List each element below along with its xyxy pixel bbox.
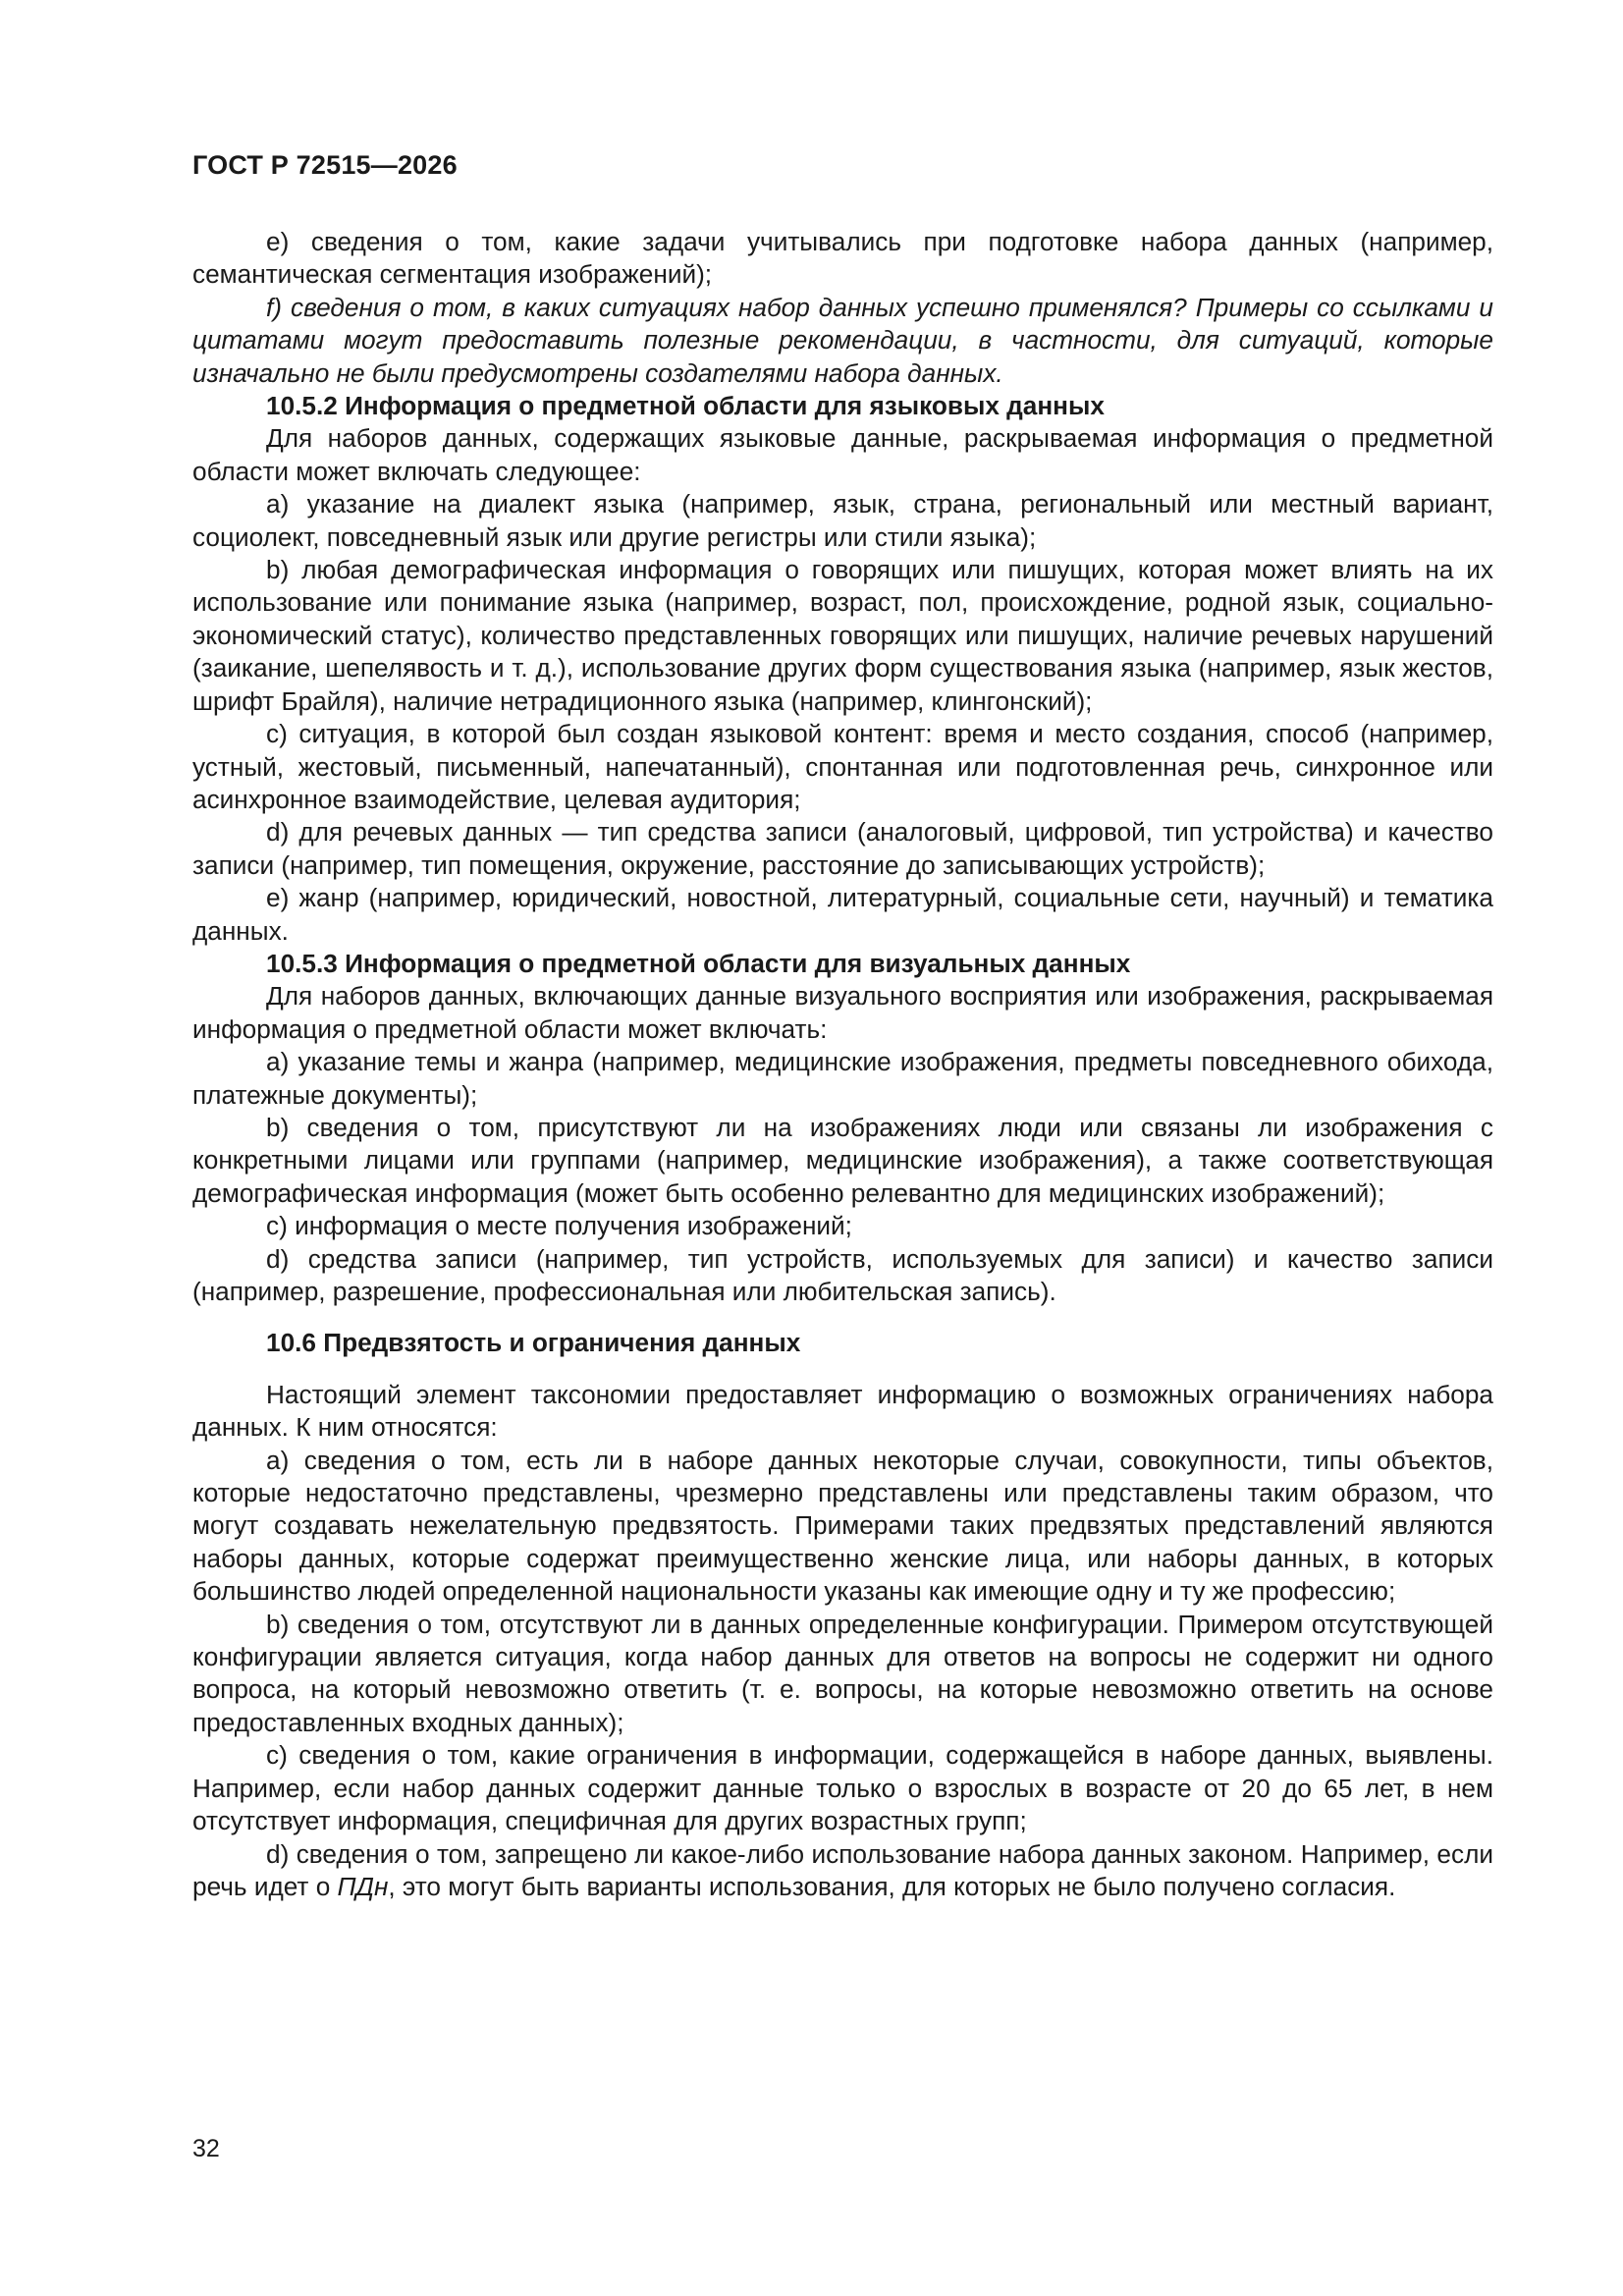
list-item: a) указание темы и жанра (например, медицинские изображения, предметы повседневного обихода, платежные документы); [192, 1047, 1493, 1110]
subsection-heading-10-5-3: 10.5.3 Информация о предметной области для визуальных данных [266, 948, 1131, 978]
paragraph: e) сведения о том, какие задачи учитывались при подготовке набора данных (например, семантическая сегментация изображений); [192, 227, 1493, 290]
section-heading-10-6: 10.6 Предвзятость и ограничения данных [266, 1328, 801, 1358]
list-item: b) сведения о том, присутствуют ли на изображениях люди или связаны ли изображения с конкретными лицами или группами (например, медицинские изображения), а также соответствующая демографическая информация (может быть особенно релевантно для медицинских изображений); [192, 1112, 1493, 1208]
paragraph: Настоящий элемент таксономии предоставляет информацию о возможных ограничениях набора данных. К ним относятся: [192, 1379, 1493, 1443]
list-item: d) для речевых данных — тип средства записи (аналоговый, цифровой, тип устройства) и качество записи (например, тип помещения, окружение, расстояние до записывающих устройств); [192, 817, 1493, 880]
abbreviation-pdn: ПДн [337, 1871, 389, 1901]
list-item: c) ситуация, в которой был создан языковой контент: время и место создания, способ (например, устный, жестовый, письменный, напечатанный), спонтанная или подготовленная речь, синхронное или асинхронное взаимодействие, целевая аудитория; [192, 719, 1493, 814]
document-header: ГОСТ Р 72515—2026 [192, 150, 458, 180]
page-number: 32 [192, 2135, 220, 2162]
list-item [192, 1838, 1493, 1904]
list-item-text: d) сведения о том, запрещено ли какое-либо использование набора данных законом. Например, если речь идет о [192, 1838, 1493, 1901]
list-item: b) любая демографическая информация о говорящих или пишущих, которая может влиять на их использование или понимание языка (например, возраст, пол, происхождение, родной язык, социально-экономический статус), количество представленных говорящих или пишущих, наличие речевых нарушений (заикание, шепелявость и т. д.), использование других форм существования языка (например, язык жестов, шрифт Брайля), наличие нетрадиционного языка (например, клингонский); [192, 555, 1493, 716]
list-item: a) указание на диалект языка (например, язык, страна, региональный или местный вариант, социолект, повседневный язык или другие регистры или стили языка); [192, 489, 1493, 552]
paragraph: Для наборов данных, содержащих языковые данные, раскрываемая информация о предметной области может включать следующее: [192, 423, 1493, 486]
list-item: c) сведения о том, какие ограничения в информации, содержащейся в наборе данных, выявлены. Например, если набор данных содержит данные только о взрослых в возрасте от 20 до 65 лет, в нем отсутствует информация, специфичная для других возрастных групп; [192, 1740, 1493, 1836]
list-item: c) информация о месте получения изображений; [266, 1211, 852, 1241]
list-item: a) сведения о том, есть ли в наборе данных некоторые случаи, совокупности, типы объектов, которые недостаточно представлены, чрезмерно представлены или представлены таким образом, что могут создавать нежелательную предвзятость. Примерами таких предвзятых представлений являются наборы данных, которые содержат преимущественно женские лица, или наборы данных, в которых большинство людей определенной национальности указаны как имеющие одну и ту же профессию; [192, 1445, 1493, 1607]
list-item-text: , это могут быть варианты использования, для которых не было получено согласия. [388, 1871, 1396, 1901]
list-item: e) жанр (например, юридический, новостной, литературный, социальные сети, научный) и тематика данных. [192, 883, 1493, 946]
document-body [192, 226, 1493, 1903]
paragraph: f) сведения о том, в каких ситуациях набор данных успешно применялся? Примеры со ссылками и цитатами могут предоставить полезные рекомендации, в частности, для ситуаций, которые изначально не были предусмотрены создателями набора данных. [192, 292, 1493, 388]
list-item: d) средства записи (например, тип устройств, используемых для записи) и качество записи (например, разрешение, профессиональная или любительская запись). [192, 1243, 1493, 1306]
subsection-heading-10-5-2: 10.5.2 Информация о предметной области для языковых данных [266, 391, 1105, 421]
list-item: b) сведения о том, отсутствуют ли в данных определенные конфигурации. Примером отсутствующей конфигурации является ситуация, когда набор данных для ответов на вопросы не содержит ни одного вопроса, на который невозможно ответить (т. е. вопросы, на которые невозможно ответить на основе предоставленных входных данных); [192, 1609, 1493, 1737]
paragraph: Для наборов данных, включающих данные визуального восприятия или изображения, раскрываемая информация о предметной области может включать: [192, 981, 1493, 1044]
